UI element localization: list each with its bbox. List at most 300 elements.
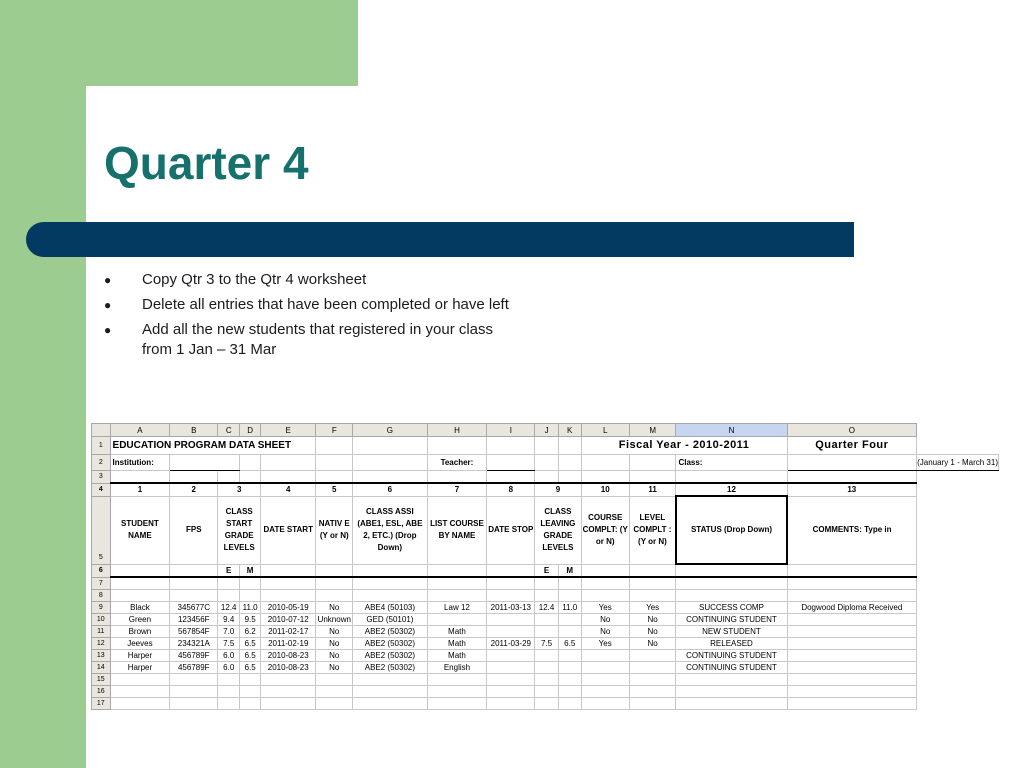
cell-dstop[interactable] bbox=[487, 626, 535, 638]
col-header[interactable]: I bbox=[487, 424, 535, 437]
cell-cls[interactable]: GED (50101) bbox=[353, 614, 427, 626]
sheet-row bbox=[92, 590, 999, 602]
select-all-corner[interactable] bbox=[92, 424, 111, 437]
cell[interactable] bbox=[581, 674, 629, 686]
cell[interactable] bbox=[110, 674, 170, 686]
cell[interactable] bbox=[535, 437, 559, 455]
cell[interactable] bbox=[261, 674, 316, 686]
col-header[interactable]: O bbox=[787, 424, 917, 437]
cell[interactable] bbox=[427, 686, 487, 698]
cell-nat[interactable]: No bbox=[316, 650, 353, 662]
data-sheet-table bbox=[91, 423, 999, 710]
col-number-cell[interactable]: 3 bbox=[218, 483, 261, 496]
cell[interactable] bbox=[316, 437, 353, 455]
cell-course[interactable]: Math bbox=[427, 638, 487, 650]
col-header[interactable]: E bbox=[261, 424, 316, 437]
cell-name[interactable]: Harper bbox=[110, 662, 170, 674]
col-number-cell[interactable]: 2 bbox=[170, 483, 218, 496]
cell[interactable] bbox=[110, 577, 170, 590]
col-number-cell[interactable]: 6 bbox=[353, 483, 427, 496]
sheet-row bbox=[92, 455, 999, 471]
row-number[interactable]: 13 bbox=[92, 650, 111, 662]
cell[interactable] bbox=[261, 455, 316, 471]
cell[interactable] bbox=[427, 564, 487, 577]
cell[interactable] bbox=[581, 698, 629, 710]
col-header[interactable]: L bbox=[581, 424, 629, 437]
row-number[interactable]: 17 bbox=[92, 698, 111, 710]
cell-course[interactable]: Law 12 bbox=[427, 602, 487, 614]
cell[interactable] bbox=[676, 577, 787, 590]
student-row bbox=[92, 650, 999, 662]
cell[interactable] bbox=[240, 698, 261, 710]
row-number[interactable]: 14 bbox=[92, 662, 111, 674]
cell-ds[interactable]: 2010-08-23 bbox=[261, 650, 316, 662]
sheet-title-cell[interactable]: EDUCATION PROGRAM DATA SHEET bbox=[110, 437, 316, 455]
fiscal-year-cell[interactable]: Fiscal Year - 2010-2011 bbox=[581, 437, 787, 455]
cell[interactable] bbox=[535, 698, 559, 710]
cell[interactable] bbox=[316, 577, 353, 590]
cell-lm[interactable]: 11.0 bbox=[558, 602, 581, 614]
cell[interactable] bbox=[535, 577, 559, 590]
cell-nat[interactable]: No bbox=[316, 602, 353, 614]
student-row bbox=[92, 614, 999, 626]
cell-fps[interactable]: 456789F bbox=[170, 650, 218, 662]
student-row bbox=[92, 638, 999, 650]
cell[interactable] bbox=[218, 698, 240, 710]
bullet-item bbox=[104, 295, 524, 315]
cell[interactable] bbox=[487, 437, 535, 455]
cell[interactable] bbox=[629, 577, 676, 590]
cell-lm[interactable] bbox=[558, 614, 581, 626]
cell-name[interactable]: Harper bbox=[110, 650, 170, 662]
row-number[interactable]: 10 bbox=[92, 614, 111, 626]
header-native[interactable]: NATIV E (Y or N) bbox=[316, 496, 353, 564]
cell-comments[interactable] bbox=[787, 614, 917, 626]
cell[interactable] bbox=[787, 471, 917, 484]
cell-cc[interactable]: No bbox=[581, 614, 629, 626]
cell[interactable] bbox=[535, 674, 559, 686]
cell[interactable] bbox=[353, 577, 427, 590]
student-row bbox=[92, 602, 999, 614]
cell[interactable] bbox=[261, 471, 316, 484]
cell[interactable] bbox=[170, 590, 218, 602]
cell[interactable] bbox=[218, 590, 240, 602]
cell[interactable] bbox=[558, 577, 581, 590]
sub-m[interactable]: M bbox=[240, 564, 261, 577]
cell[interactable] bbox=[581, 455, 629, 471]
cell-ds[interactable]: 2011-02-17 bbox=[261, 626, 316, 638]
cell[interactable] bbox=[110, 471, 170, 484]
cell[interactable] bbox=[261, 698, 316, 710]
cell-cc[interactable]: Yes bbox=[581, 602, 629, 614]
header-status-selected-cell[interactable]: STATUS (Drop Down) bbox=[676, 496, 787, 564]
col-header[interactable]: C bbox=[218, 424, 240, 437]
cell[interactable] bbox=[558, 686, 581, 698]
cell[interactable] bbox=[316, 698, 353, 710]
cell[interactable] bbox=[487, 686, 535, 698]
col-header[interactable]: D bbox=[240, 424, 261, 437]
class-label[interactable]: Class: bbox=[676, 455, 787, 471]
col-header[interactable]: G bbox=[353, 424, 427, 437]
cell[interactable] bbox=[487, 674, 535, 686]
cell-ds[interactable]: 2010-07-12 bbox=[261, 614, 316, 626]
cell[interactable] bbox=[170, 471, 218, 484]
cell-nat[interactable]: No bbox=[316, 662, 353, 674]
bullet-dot-icon: ● bbox=[104, 273, 112, 287]
cell[interactable] bbox=[110, 590, 170, 602]
cell[interactable] bbox=[581, 564, 629, 577]
row-number[interactable]: 16 bbox=[92, 686, 111, 698]
cell[interactable] bbox=[261, 686, 316, 698]
cell[interactable] bbox=[558, 455, 581, 471]
cell-name[interactable]: Green bbox=[110, 614, 170, 626]
cell-lc[interactable] bbox=[629, 650, 676, 662]
cell[interactable] bbox=[240, 455, 261, 471]
cell-course[interactable]: Math bbox=[427, 626, 487, 638]
cell[interactable] bbox=[787, 698, 917, 710]
cell[interactable] bbox=[676, 564, 787, 577]
sub-m[interactable]: M bbox=[558, 564, 581, 577]
row-number[interactable]: 7 bbox=[92, 577, 111, 590]
header-list-course[interactable]: LIST COURSE BY NAME bbox=[427, 496, 487, 564]
sheet-row bbox=[92, 437, 999, 455]
col-header[interactable]: H bbox=[427, 424, 487, 437]
cell-se[interactable]: 7.0 bbox=[218, 626, 240, 638]
teacher-label[interactable]: Teacher: bbox=[427, 455, 487, 471]
cell[interactable] bbox=[170, 686, 218, 698]
cell[interactable] bbox=[218, 577, 240, 590]
cell[interactable] bbox=[170, 564, 218, 577]
col-header[interactable]: B bbox=[170, 424, 218, 437]
header-comments[interactable]: COMMENTS: Type in bbox=[787, 496, 917, 564]
col-number-cell[interactable]: 4 bbox=[261, 483, 316, 496]
cell-status[interactable]: NEW STUDENT bbox=[676, 626, 787, 638]
cell-lc[interactable]: Yes bbox=[629, 602, 676, 614]
sub-e[interactable]: E bbox=[535, 564, 559, 577]
header-fps[interactable]: FPS bbox=[170, 496, 218, 564]
row-number[interactable]: 9 bbox=[92, 602, 111, 614]
cell-le[interactable] bbox=[535, 650, 559, 662]
col-header[interactable]: M bbox=[629, 424, 676, 437]
cell-status[interactable]: SUCCESS COMP bbox=[676, 602, 787, 614]
row-number[interactable]: 3 bbox=[92, 471, 111, 484]
period-cell[interactable]: (January 1 - March 31) bbox=[917, 455, 999, 471]
cell[interactable] bbox=[676, 698, 787, 710]
cell-cls[interactable]: ABE4 (50103) bbox=[353, 602, 427, 614]
col-number-cell[interactable]: 5 bbox=[316, 483, 353, 496]
cell-status[interactable]: RELEASED bbox=[676, 638, 787, 650]
cell[interactable] bbox=[110, 564, 170, 577]
cell[interactable] bbox=[353, 437, 427, 455]
cell[interactable] bbox=[787, 674, 917, 686]
cell[interactable] bbox=[427, 674, 487, 686]
cell[interactable] bbox=[240, 674, 261, 686]
cell-dstop[interactable]: 2011-03-13 bbox=[487, 602, 535, 614]
cell-se[interactable]: 7.5 bbox=[218, 638, 240, 650]
cell-lm[interactable] bbox=[558, 662, 581, 674]
row-number[interactable]: 2 bbox=[92, 455, 111, 471]
header-student-name[interactable]: STUDENT NAME bbox=[110, 496, 170, 564]
cell[interactable] bbox=[487, 564, 535, 577]
col-number-cell[interactable]: 10 bbox=[581, 483, 629, 496]
cell[interactable] bbox=[110, 686, 170, 698]
cell-name[interactable]: Brown bbox=[110, 626, 170, 638]
header-date-start[interactable]: DATE START bbox=[261, 496, 316, 564]
cell[interactable] bbox=[581, 590, 629, 602]
sub-e[interactable]: E bbox=[218, 564, 240, 577]
cell-comments[interactable] bbox=[787, 638, 917, 650]
cell-lc[interactable] bbox=[629, 662, 676, 674]
col-header[interactable]: J bbox=[535, 424, 559, 437]
col-number-cell[interactable]: 7 bbox=[427, 483, 487, 496]
cell-name[interactable]: Black bbox=[110, 602, 170, 614]
sheet-row bbox=[92, 686, 999, 698]
cell[interactable] bbox=[170, 674, 218, 686]
cell[interactable] bbox=[629, 590, 676, 602]
cell[interactable] bbox=[218, 674, 240, 686]
cell-fps[interactable]: 234321A bbox=[170, 638, 218, 650]
cell[interactable] bbox=[535, 471, 559, 484]
cell-dstop[interactable] bbox=[487, 662, 535, 674]
cell[interactable] bbox=[353, 590, 427, 602]
institution-label[interactable]: Institution: bbox=[110, 455, 170, 471]
cell-dstop[interactable] bbox=[487, 614, 535, 626]
student-row bbox=[92, 626, 999, 638]
cell-status[interactable]: CONTINUING STUDENT bbox=[676, 614, 787, 626]
cell[interactable] bbox=[487, 471, 535, 484]
cell-sm[interactable]: 6.5 bbox=[240, 638, 261, 650]
cell-cc[interactable] bbox=[581, 662, 629, 674]
col-header-selected[interactable]: N bbox=[676, 424, 787, 437]
institution-field[interactable] bbox=[170, 455, 240, 471]
cell-course[interactable]: English bbox=[427, 662, 487, 674]
cell[interactable] bbox=[353, 698, 427, 710]
cell-le[interactable]: 7.5 bbox=[535, 638, 559, 650]
col-number-cell[interactable]: 13 bbox=[787, 483, 917, 496]
cell[interactable] bbox=[629, 564, 676, 577]
student-rows bbox=[92, 602, 999, 674]
cell-sm[interactable]: 9.5 bbox=[240, 614, 261, 626]
class-field[interactable] bbox=[787, 455, 917, 471]
cell[interactable] bbox=[240, 577, 261, 590]
cell[interactable] bbox=[427, 698, 487, 710]
cell[interactable] bbox=[316, 686, 353, 698]
cell-status[interactable]: CONTINUING STUDENT bbox=[676, 650, 787, 662]
cell-lm[interactable] bbox=[558, 650, 581, 662]
cell-dstop[interactable]: 2011-03-29 bbox=[487, 638, 535, 650]
row-number[interactable]: 5 bbox=[92, 496, 111, 564]
green-side-band bbox=[0, 0, 86, 768]
row-number[interactable]: 8 bbox=[92, 590, 111, 602]
cell[interactable] bbox=[316, 674, 353, 686]
cell[interactable] bbox=[316, 590, 353, 602]
teacher-field[interactable] bbox=[487, 455, 535, 471]
header-class-assi[interactable]: CLASS ASSI (ABE1, ESL, ABE 2, ETC.) (Drop Down) bbox=[353, 496, 427, 564]
cell[interactable] bbox=[353, 471, 427, 484]
cell[interactable] bbox=[170, 577, 218, 590]
cell[interactable] bbox=[581, 577, 629, 590]
col-header[interactable]: F bbox=[316, 424, 353, 437]
cell[interactable] bbox=[353, 674, 427, 686]
cell[interactable] bbox=[427, 437, 487, 455]
cell-se[interactable]: 12.4 bbox=[218, 602, 240, 614]
cell-course[interactable]: Math bbox=[427, 650, 487, 662]
cell-cls[interactable]: ABE2 (50302) bbox=[353, 662, 427, 674]
cell[interactable] bbox=[240, 471, 261, 484]
cell[interactable] bbox=[487, 698, 535, 710]
cell-comments[interactable] bbox=[787, 662, 917, 674]
cell[interactable] bbox=[558, 437, 581, 455]
cell-le[interactable] bbox=[535, 626, 559, 638]
cell[interactable] bbox=[558, 590, 581, 602]
cell[interactable] bbox=[218, 686, 240, 698]
cell-status[interactable]: CONTINUING STUDENT bbox=[676, 662, 787, 674]
cell-lc[interactable]: No bbox=[629, 638, 676, 650]
cell[interactable] bbox=[787, 577, 917, 590]
cell[interactable] bbox=[218, 471, 240, 484]
cell[interactable] bbox=[353, 455, 427, 471]
row-number[interactable]: 15 bbox=[92, 674, 111, 686]
cell[interactable] bbox=[581, 471, 629, 484]
cell-lm[interactable] bbox=[558, 626, 581, 638]
cell[interactable] bbox=[427, 471, 487, 484]
cell-ds[interactable]: 2010-08-23 bbox=[261, 662, 316, 674]
cell[interactable] bbox=[558, 674, 581, 686]
cell-sm[interactable]: 6.5 bbox=[240, 650, 261, 662]
row-number[interactable]: 12 bbox=[92, 638, 111, 650]
cell-le[interactable]: 12.4 bbox=[535, 602, 559, 614]
cell-nat[interactable]: Unknown bbox=[317, 615, 351, 624]
cell-lm[interactable]: 6.5 bbox=[558, 638, 581, 650]
cell-le[interactable] bbox=[535, 614, 559, 626]
cell-fps[interactable]: 567854F bbox=[170, 626, 218, 638]
cell-sm[interactable]: 6.5 bbox=[240, 662, 261, 674]
cell-cls[interactable]: ABE2 (50302) bbox=[353, 626, 427, 638]
cell[interactable] bbox=[629, 471, 676, 484]
cell[interactable] bbox=[261, 590, 316, 602]
cell[interactable] bbox=[316, 471, 353, 484]
cell[interactable] bbox=[110, 698, 170, 710]
cell[interactable] bbox=[535, 455, 559, 471]
cell-fps[interactable]: 345677C bbox=[170, 602, 218, 614]
cell-cls[interactable]: ABE2 (50302) bbox=[353, 638, 427, 650]
cell[interactable] bbox=[353, 564, 427, 577]
col-header[interactable]: K bbox=[558, 424, 581, 437]
cell-se[interactable]: 9.4 bbox=[218, 614, 240, 626]
cell-nat[interactable]: No bbox=[316, 638, 353, 650]
cell[interactable] bbox=[676, 674, 787, 686]
cell[interactable] bbox=[240, 686, 261, 698]
cell[interactable] bbox=[787, 686, 917, 698]
header-date-stop[interactable]: DATE STOP bbox=[487, 496, 535, 564]
cell-dstop[interactable] bbox=[487, 650, 535, 662]
col-number-cell[interactable]: 9 bbox=[535, 483, 581, 496]
green-top-band bbox=[0, 0, 358, 86]
cell-comments[interactable] bbox=[787, 626, 917, 638]
cell[interactable] bbox=[487, 577, 535, 590]
cell-cc[interactable] bbox=[581, 650, 629, 662]
col-number-cell[interactable]: 12 bbox=[676, 483, 787, 496]
row-number[interactable]: 11 bbox=[92, 626, 111, 638]
cell[interactable] bbox=[353, 686, 427, 698]
row-number[interactable]: 6 bbox=[92, 564, 111, 577]
cell[interactable] bbox=[629, 674, 676, 686]
cell[interactable] bbox=[629, 686, 676, 698]
header-course-complt[interactable]: COURSE COMPLT: (Y or N) bbox=[581, 496, 629, 564]
cell-se[interactable]: 6.0 bbox=[218, 662, 240, 674]
cell[interactable] bbox=[316, 564, 353, 577]
cell-le[interactable] bbox=[535, 662, 559, 674]
cell-name[interactable]: Jeeves bbox=[110, 638, 170, 650]
student-row bbox=[92, 662, 999, 674]
cell-fps[interactable]: 456789F bbox=[170, 662, 218, 674]
cell-comments[interactable]: Dogwood Diploma Received bbox=[787, 602, 917, 614]
col-header[interactable]: A bbox=[110, 424, 170, 437]
cell[interactable] bbox=[629, 698, 676, 710]
quarter-cell[interactable]: Quarter Four bbox=[787, 437, 917, 455]
header-class-leaving[interactable]: CLASS LEAVING GRADE LEVELS bbox=[535, 496, 581, 564]
cell[interactable] bbox=[316, 455, 353, 471]
cell[interactable] bbox=[170, 698, 218, 710]
cell[interactable] bbox=[487, 590, 535, 602]
cell[interactable] bbox=[629, 455, 676, 471]
header-class-start[interactable]: CLASS START GRADE LEVELS bbox=[218, 496, 261, 564]
cell-lc[interactable]: No bbox=[629, 614, 676, 626]
cell[interactable] bbox=[787, 564, 917, 577]
slide-title: Quarter 4 bbox=[104, 137, 309, 189]
cell[interactable] bbox=[676, 590, 787, 602]
cell-nat[interactable]: No bbox=[316, 626, 353, 638]
cell[interactable] bbox=[261, 564, 316, 577]
cell[interactable] bbox=[676, 686, 787, 698]
cell[interactable] bbox=[558, 698, 581, 710]
cell-cc[interactable]: Yes bbox=[581, 638, 629, 650]
cell[interactable] bbox=[676, 471, 787, 484]
cell[interactable] bbox=[581, 686, 629, 698]
row-number[interactable]: 4 bbox=[92, 483, 111, 496]
sheet-row bbox=[92, 577, 999, 590]
col-number-cell[interactable]: 11 bbox=[629, 483, 676, 496]
cell[interactable] bbox=[261, 577, 316, 590]
column-header-row bbox=[92, 424, 999, 437]
cell-course[interactable] bbox=[427, 614, 487, 626]
row-number[interactable]: 1 bbox=[92, 437, 111, 455]
sheet-row bbox=[92, 483, 999, 496]
cell-cc[interactable]: No bbox=[581, 626, 629, 638]
cell-comments[interactable] bbox=[787, 650, 917, 662]
cell-ds[interactable]: 2011-02-19 bbox=[261, 638, 316, 650]
cell-ds[interactable]: 2010-05-19 bbox=[261, 602, 316, 614]
bullet-text: Copy Qtr 3 to the Qtr 4 worksheet bbox=[142, 271, 367, 288]
cell-se[interactable]: 6.0 bbox=[218, 650, 240, 662]
cell[interactable] bbox=[535, 686, 559, 698]
header-level-complt[interactable]: LEVEL COMPLT : (Y or N) bbox=[629, 496, 676, 564]
col-number-cell[interactable]: 1 bbox=[110, 483, 170, 496]
cell-fps[interactable]: 123456F bbox=[170, 614, 218, 626]
cell[interactable] bbox=[427, 577, 487, 590]
cell[interactable] bbox=[558, 471, 581, 484]
title-underline-bar bbox=[26, 222, 854, 257]
cell[interactable] bbox=[535, 590, 559, 602]
cell-cls[interactable]: ABE2 (50302) bbox=[353, 650, 427, 662]
cell-sm[interactable]: 11.0 bbox=[240, 602, 261, 614]
cell[interactable] bbox=[787, 590, 917, 602]
cell-sm[interactable]: 6.2 bbox=[240, 626, 261, 638]
cell-lc[interactable]: No bbox=[629, 626, 676, 638]
col-number-cell[interactable]: 8 bbox=[487, 483, 535, 496]
cell[interactable] bbox=[427, 590, 487, 602]
cell[interactable] bbox=[240, 590, 261, 602]
